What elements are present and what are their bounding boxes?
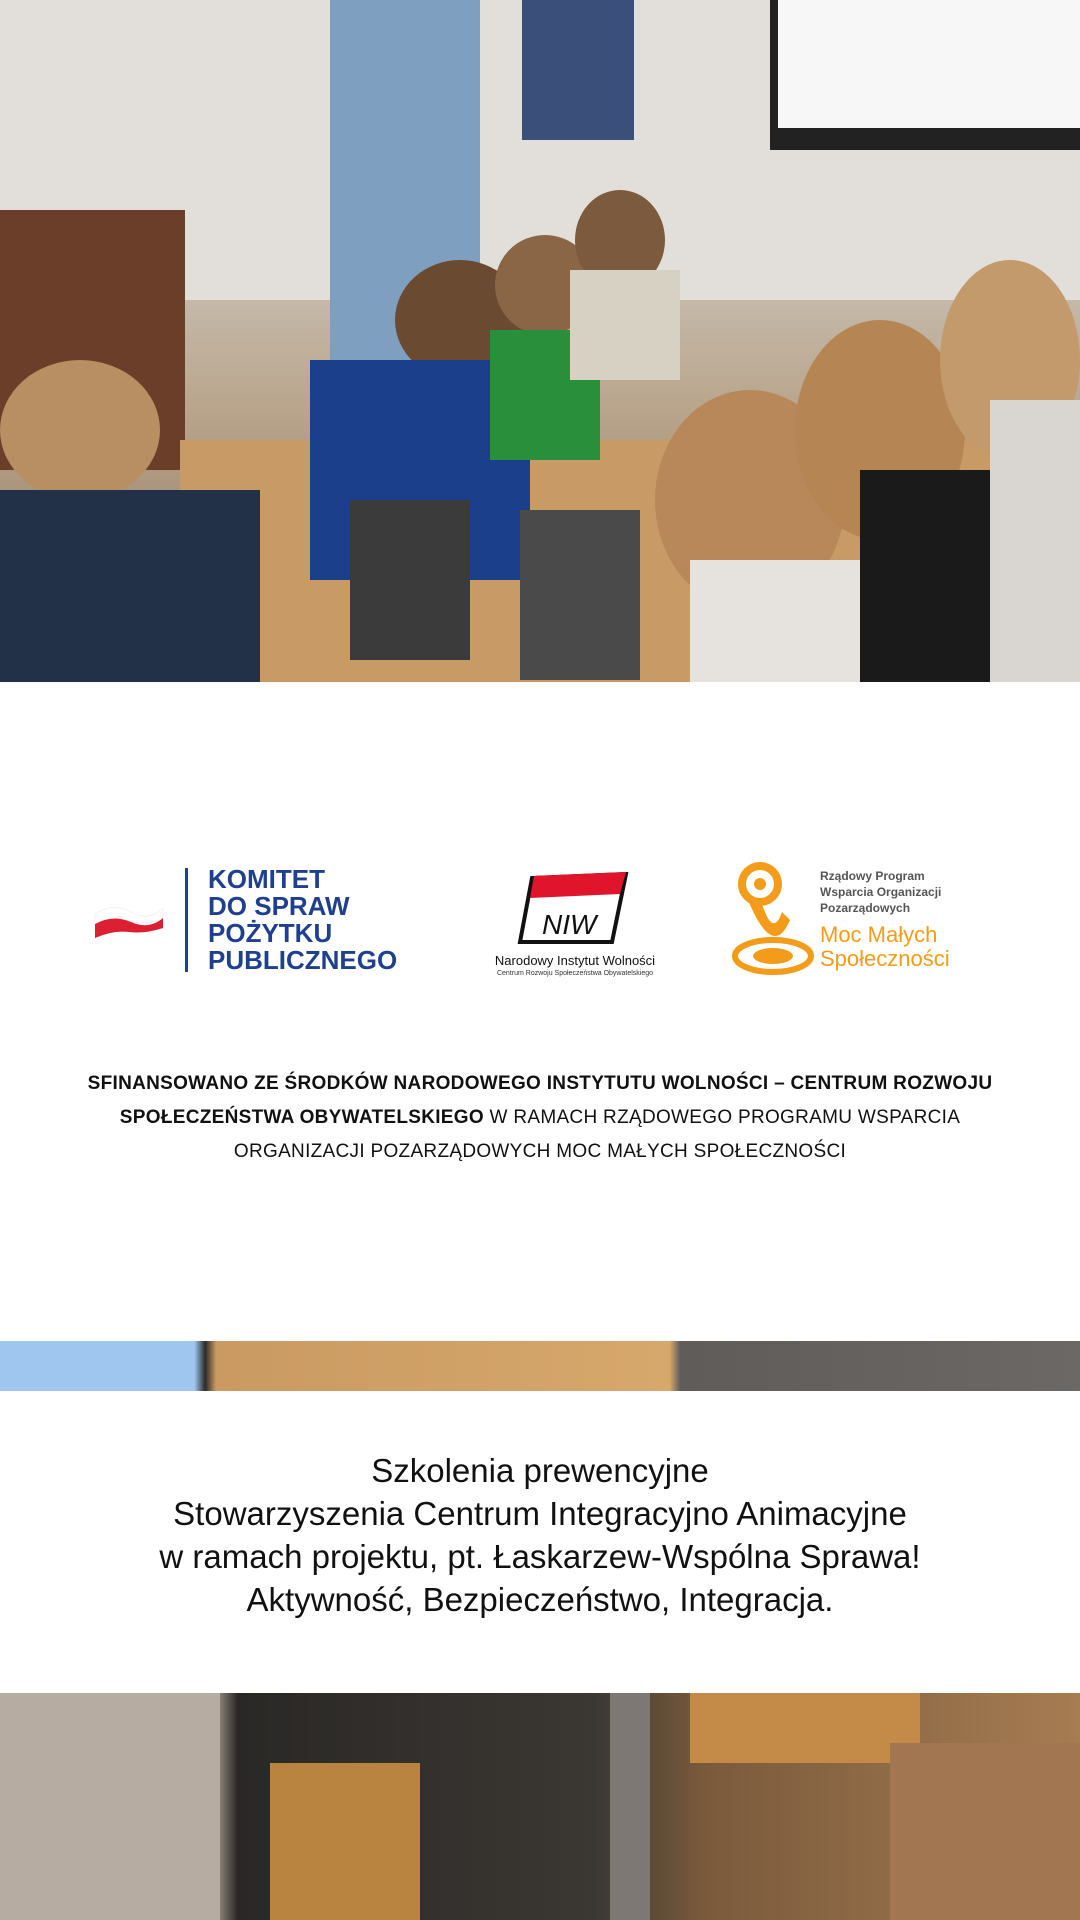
komitet-divider [185,868,188,972]
moc-big-line1: Moc Małych [820,922,938,947]
komitet-line2: DO SPRAW [208,891,350,921]
niw-subcaption: Centrum Rozwoju Społeczeństwa Obywatelskiego [496,970,654,977]
moc-small-line2: Wsparcia Organizacji [820,885,942,899]
moc-malych-spolecznosci-icon [730,860,816,978]
moc-small-line1: Rządowy Program [820,869,925,883]
funding-statement [70,1067,1010,1169]
headline [40,1449,1040,1621]
polish-flag-icon [93,898,165,940]
headline-line3: w ramach projektu, pt. Łaskarzew-Wspólna Sprawa! [159,1538,921,1575]
komitet-logo-text [208,866,428,974]
desk-strip-photo [0,1341,1080,1391]
komitet-line1: KOMITET [208,864,325,894]
moc-big-line2: Społeczności [820,946,950,971]
funding-statement-regular: W RAMACH RZĄDOWEGO PROGRAMU WSPARCIA ORGANIZACJI POZARZĄDOWYCH MOC MAŁYCH SPOŁECZNOŚCI [233,1107,961,1162]
niw-mark-text: NIW [542,909,597,940]
headline-line4: Aktywność, Bezpieczeństwo, Integracja. [246,1581,834,1618]
headline-line1: Szkolenia prewencyjne [371,1452,709,1489]
moc-program-text [820,868,990,916]
komitet-line4: PUBLICZNEGO [208,945,398,975]
moc-brand-text [820,923,1020,971]
niw-caption: Narodowy Instytut Wolności [494,953,656,968]
floor-photo [0,1693,1080,1920]
sponsor-logos [0,850,1080,990]
floor-photo-illustration [0,1693,1080,1920]
headline-line2: Stowarzyszenia Centrum Integracyjno Animacyjne [173,1495,907,1532]
classroom-photo [0,0,1080,682]
moc-small-line3: Pozarządowych [820,901,911,915]
funding-statement-bold: SFINANSOWANO ZE ŚRODKÓW NARODOWEGO INSTYTUTU WOLNOŚCI – CENTRUM ROZWOJU SPOŁECZEŃSTWA OBYWATELSKIEGO [87,1073,993,1128]
classroom-photo-illustration [0,0,1080,682]
niw-logo-icon [514,868,632,950]
komitet-line3: POŻYTKU [208,918,333,948]
